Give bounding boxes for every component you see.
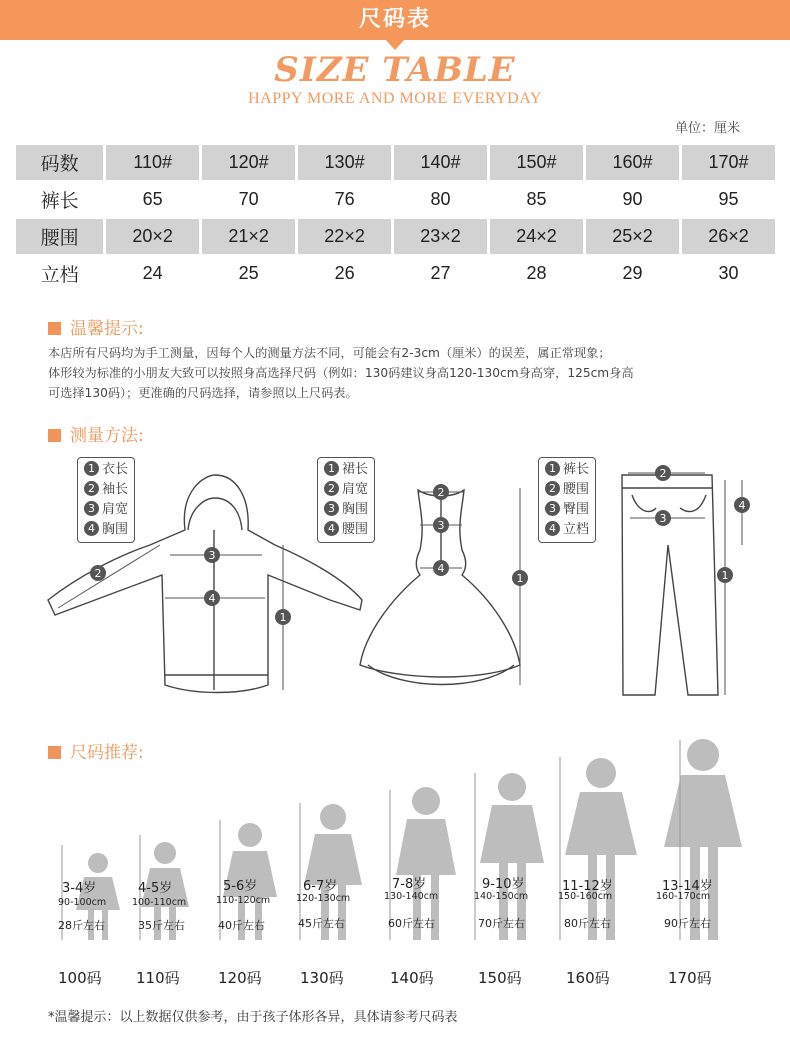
- weight-label: 28斤左右: [58, 919, 105, 932]
- jacket-legend: [77, 457, 135, 543]
- size-code-label: 120码: [218, 969, 262, 987]
- legend-label: 臀围: [563, 502, 590, 517]
- size-table-title: SIZE TABLE: [274, 50, 516, 90]
- weight-label: 70斤左右: [478, 917, 525, 930]
- legend-item: [324, 460, 368, 480]
- number-badge-icon: 1: [545, 461, 560, 476]
- height-label: 140-150cm: [474, 891, 529, 902]
- measure-heading-text: 测量方法:: [70, 426, 144, 446]
- banner-title: 尺码表: [358, 7, 431, 32]
- number-badge-icon: 3: [324, 501, 339, 516]
- legend-label: 腰围: [563, 482, 590, 497]
- size-code-label: 170码: [668, 969, 712, 987]
- size-recommendations: [0, 735, 790, 1005]
- table-cell: 腰围: [16, 219, 103, 254]
- table-header-cell: 140#: [394, 145, 487, 180]
- legend-item: [545, 520, 589, 540]
- table-cell: 76: [334, 189, 355, 209]
- tips-line: 体形较为标准的小朋友大致可以按照身高选择尺码（例如：130码建议身高120-130cm身高穿，125cm身高: [48, 366, 634, 380]
- table-cell: 26: [334, 263, 355, 283]
- age-label: 5-6岁: [223, 879, 258, 894]
- legend-item: [324, 520, 368, 540]
- table-cell: 27: [430, 263, 451, 283]
- weight-label: 40斤左右: [218, 919, 265, 932]
- height-label: 110-120cm: [216, 895, 271, 906]
- table-cell: 95: [718, 189, 739, 209]
- number-badge-icon: 4: [545, 521, 560, 536]
- legend-item: [545, 480, 589, 500]
- legend-label: 肩宽: [342, 482, 369, 497]
- legend-label: 腰围: [342, 522, 369, 537]
- table-cell: 65: [142, 189, 163, 209]
- legend-label: 立档: [563, 522, 590, 537]
- table-cell: 25: [238, 263, 259, 283]
- number-badge-icon: 4: [324, 521, 339, 536]
- weight-label: 35斤左右: [138, 919, 185, 932]
- svg-text:3: 3: [437, 519, 445, 532]
- table-cell: 28: [526, 263, 547, 283]
- legend-label: 衣长: [102, 462, 129, 477]
- table-header-cell: 120#: [202, 145, 295, 180]
- svg-text:2: 2: [659, 467, 667, 480]
- size-code-label: 160码: [566, 969, 610, 987]
- legend-item: [84, 520, 128, 540]
- age-label: 4-5岁: [138, 881, 173, 896]
- measurement-diagrams: [0, 450, 790, 710]
- size-table: [13, 143, 778, 293]
- section-marker-icon: [48, 322, 61, 335]
- tips-line: 可选择130码）；更准确的尺码选择，请参照以上尺码表。: [48, 386, 358, 400]
- number-badge-icon: 3: [545, 501, 560, 516]
- age-label: 9-10岁: [482, 877, 525, 892]
- svg-text:1: 1: [279, 611, 287, 624]
- table-cell: 裤长: [40, 190, 79, 212]
- table-cell: 20×2: [106, 219, 199, 254]
- svg-text:1: 1: [721, 569, 729, 582]
- table-header-cell: 110#: [106, 145, 199, 180]
- table-header-row: [16, 145, 775, 180]
- legend-label: 胸围: [342, 502, 369, 517]
- svg-text:4: 4: [208, 592, 216, 605]
- legend-item: [545, 500, 589, 520]
- age-label: 7-8岁: [392, 877, 427, 892]
- footer-note: *温馨提示：以上数据仅供参考，由于孩子体形各异，具体请参考尺码表: [48, 1010, 458, 1025]
- pants-outline-icon: [622, 475, 718, 695]
- number-badge-icon: 2: [324, 481, 339, 496]
- table-cell: 26×2: [682, 219, 775, 254]
- table-row: [16, 182, 775, 217]
- table-cell: 立档: [40, 264, 79, 286]
- size-code-label: 130码: [300, 969, 344, 987]
- svg-text:2: 2: [94, 567, 102, 580]
- size-code-label: 100码: [58, 969, 102, 987]
- table-cell: 24×2: [490, 219, 583, 254]
- legend-label: 裤长: [563, 462, 590, 477]
- age-label: 13-14岁: [662, 879, 713, 894]
- tips-heading-text: 温馨提示:: [70, 319, 144, 339]
- legend-item: [84, 480, 128, 500]
- legend-label: 袖长: [102, 482, 129, 497]
- measure-heading: [48, 421, 144, 446]
- height-label: 90-100cm: [58, 897, 107, 908]
- table-cell: 25×2: [586, 219, 679, 254]
- size-code-label: 110码: [136, 969, 180, 987]
- kid-silhouette-icon: [565, 758, 637, 940]
- table-cell: 70: [238, 189, 259, 209]
- svg-text:4: 4: [437, 562, 445, 575]
- svg-text:4: 4: [738, 499, 746, 512]
- banner-notch: [386, 40, 404, 50]
- silhouette-icons: [76, 739, 742, 940]
- legend-item: [545, 460, 589, 480]
- svg-text:1: 1: [516, 572, 524, 585]
- table-row: [16, 219, 775, 254]
- number-badge-icon: 2: [545, 481, 560, 496]
- table-cell: 30: [718, 263, 739, 283]
- weight-label: 80斤左右: [564, 917, 611, 930]
- number-badge-icon: 3: [84, 501, 99, 516]
- age-label: 6-7岁: [303, 879, 338, 894]
- table-row: [16, 256, 775, 291]
- section-marker-icon: [48, 429, 61, 442]
- table-cell: 24: [142, 263, 163, 283]
- kid-silhouettes: [0, 735, 790, 1005]
- table-cell: 23×2: [394, 219, 487, 254]
- table-header-cell: 160#: [586, 145, 679, 180]
- table-cell: 90: [622, 189, 643, 209]
- unit-label: 单位：厘米: [674, 121, 740, 136]
- table-cell: 21×2: [202, 219, 295, 254]
- tips-heading: [48, 314, 144, 339]
- table-header-cell: 130#: [298, 145, 391, 180]
- recommend-heading-text: 尺码推荐:: [70, 743, 144, 763]
- age-label: 3-4岁: [62, 881, 97, 896]
- height-label: 150-160cm: [558, 891, 613, 902]
- legend-label: 胸围: [102, 522, 129, 537]
- legend-item: [84, 460, 128, 480]
- size-table-subtitle: HAPPY MORE AND MORE EVERYDAY: [248, 90, 542, 107]
- kid-silhouette-icon: [664, 739, 742, 940]
- size-code-label: 150码: [478, 969, 522, 987]
- table-header-cell: 170#: [682, 145, 775, 180]
- svg-text:3: 3: [659, 512, 667, 525]
- weight-label: 45斤左右: [298, 917, 345, 930]
- number-badge-icon: 1: [324, 461, 339, 476]
- number-badge-icon: 4: [84, 521, 99, 536]
- legend-item: [84, 500, 128, 520]
- pants-legend: [538, 457, 596, 543]
- svg-text:2: 2: [437, 486, 445, 499]
- age-label: 11-12岁: [562, 879, 613, 894]
- table-cell: 29: [622, 263, 643, 283]
- legend-item: [324, 480, 368, 500]
- tips-text: [48, 343, 748, 403]
- legend-item: [324, 500, 368, 520]
- height-label: 120-130cm: [296, 893, 351, 904]
- table-cell: 22×2: [298, 219, 391, 254]
- number-badge-icon: 1: [84, 461, 99, 476]
- height-label: 160-170cm: [656, 891, 711, 902]
- weight-label: 90斤左右: [664, 917, 711, 930]
- banner: [0, 0, 790, 40]
- svg-text:3: 3: [208, 549, 216, 562]
- table-cell: 80: [430, 189, 451, 209]
- number-badge-icon: 2: [84, 481, 99, 496]
- size-code-label: 140码: [390, 969, 434, 987]
- legend-label: 肩宽: [102, 502, 129, 517]
- table-header-cell: 150#: [490, 145, 583, 180]
- tips-line: 本店所有尺码均为手工测量，因每个人的测量方法不同，可能会有2-3cm（厘米）的误差，属正常现象；: [48, 346, 611, 360]
- table-cell: 85: [526, 189, 547, 209]
- height-label: 100-110cm: [132, 897, 187, 908]
- dress-legend: [317, 457, 375, 543]
- weight-label: 60斤左右: [388, 917, 435, 930]
- table-header-cell: 码数: [16, 145, 103, 180]
- legend-label: 裙长: [342, 462, 369, 477]
- height-label: 130-140cm: [384, 891, 439, 902]
